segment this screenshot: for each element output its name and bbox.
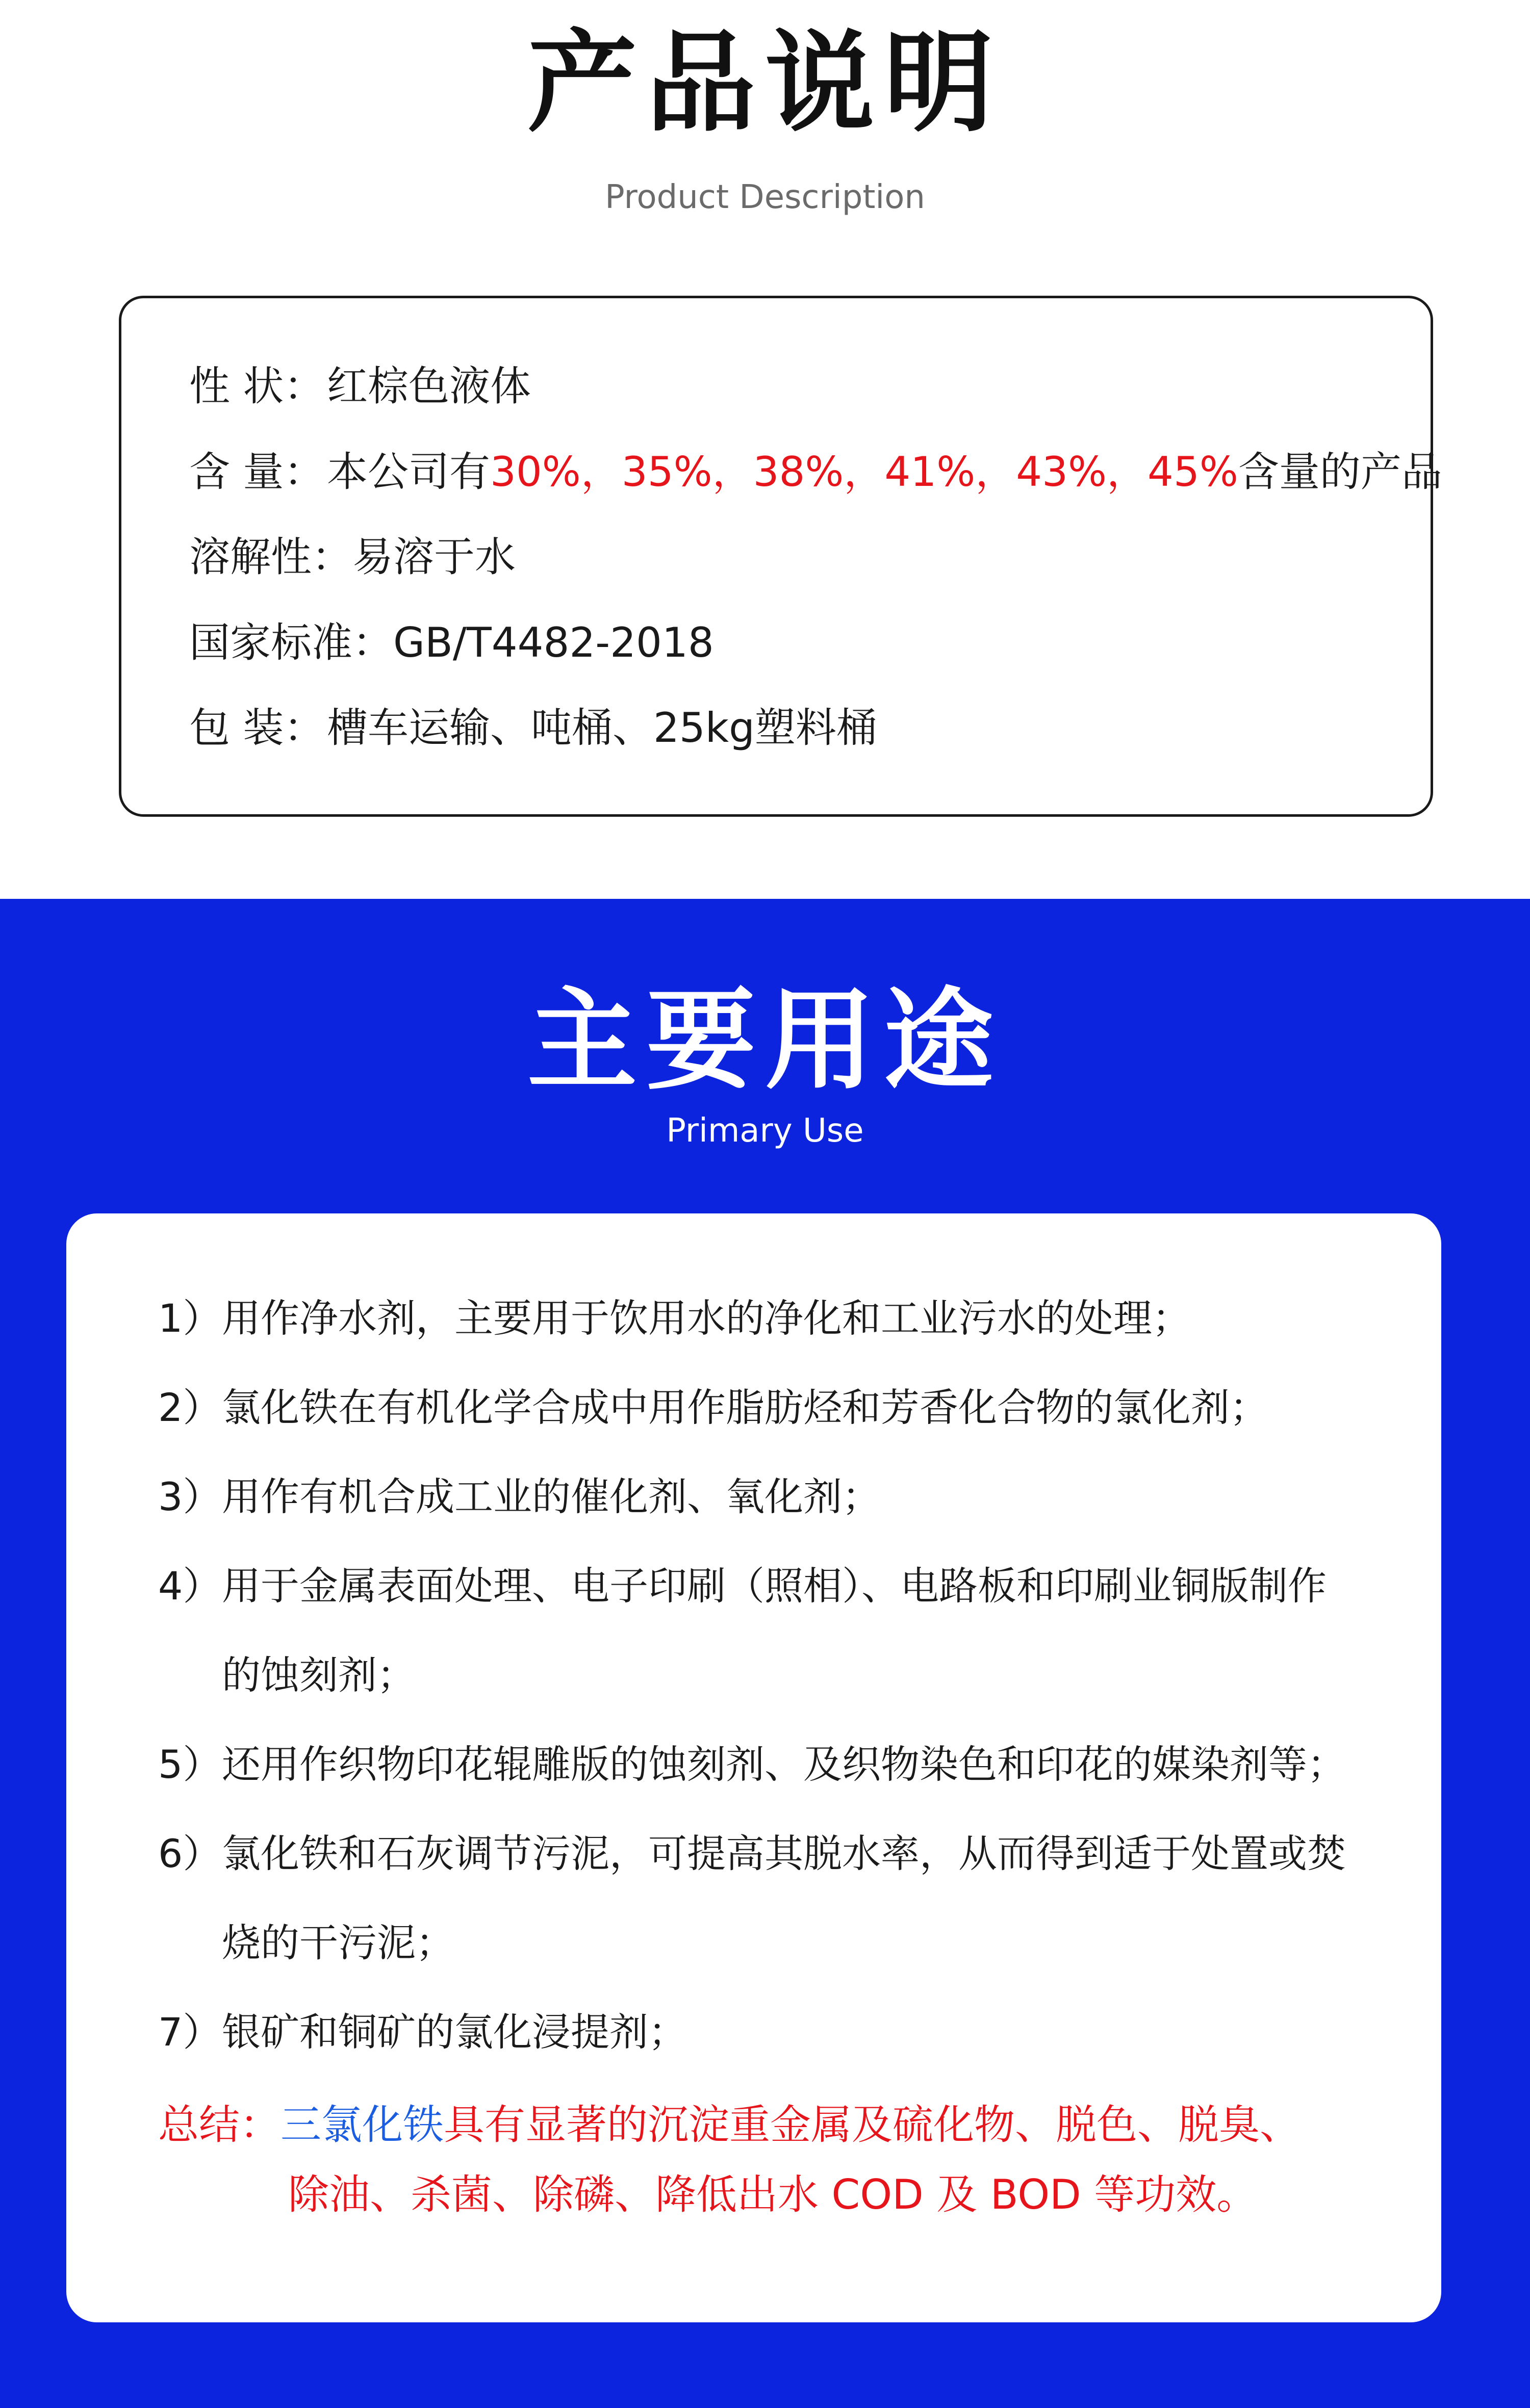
spec-label: 国家标准： <box>189 619 393 666</box>
use-item-number: 5） <box>158 1742 222 1787</box>
use-title: 主要用途 <box>527 976 1003 1104</box>
spec-value-suffix: 含量的产品 <box>1238 448 1442 496</box>
use-item-text: 银矿和铜矿的氯化浸提剂； <box>222 2009 687 2055</box>
spec-value: 槽车运输、吨桶、25kg塑料桶 <box>327 704 877 752</box>
spec-value: 易溶于水 <box>352 533 516 581</box>
use-item-text: 用作净水剂，主要用于饮用水的净化和工业污水的处理； <box>222 1296 1191 1341</box>
summary-label: 总结： <box>158 2101 280 2148</box>
summary-text: 具有显著的沉淀重金属及硫化物、脱色、脱臭、 <box>444 2101 1300 2148</box>
spec-label: 含 量： <box>189 448 325 496</box>
use-item <box>158 1385 1408 1430</box>
use-item <box>158 2009 1408 2055</box>
spec-label: 性 状： <box>189 363 325 410</box>
use-subtitle: Primary Use <box>666 1112 864 1150</box>
use-item-continuation: 的蚀刻剂； <box>222 1652 416 1698</box>
spec-value-highlight: 30%，35%，38%，41%，43%，45% <box>490 448 1238 496</box>
use-item <box>158 1296 1408 1341</box>
summary-line-1 <box>158 2101 1300 2148</box>
use-item-number: 7） <box>158 2009 222 2055</box>
primary-use-section <box>0 899 1530 2408</box>
spec-value-prefix: 本公司有 <box>327 448 490 496</box>
use-item-text: 氯化铁和石灰调节污泥，可提高其脱水率，从而得到适于处置或焚 <box>222 1831 1346 1876</box>
spec-value: GB/T4482-2018 <box>393 619 714 666</box>
use-item-number: 6） <box>158 1831 222 1876</box>
spec-row-appearance <box>189 363 531 410</box>
use-card <box>66 1213 1441 2322</box>
spec-label: 包 装： <box>189 704 325 752</box>
use-item-number: 3） <box>158 1474 222 1519</box>
use-item-continuation: 烧的干污泥； <box>222 1920 454 1965</box>
summary-line-2: 除油、杀菌、除磷、降低出水 COD 及 BOD 等功效。 <box>288 2171 1258 2218</box>
use-item-number: 2） <box>158 1385 222 1430</box>
use-item <box>158 1742 1408 1787</box>
spec-row-solubility <box>189 533 516 581</box>
spec-row-packaging <box>189 704 877 752</box>
summary-subject: 三氯化铁 <box>280 2101 444 2148</box>
spec-value: 红棕色液体 <box>327 363 531 410</box>
spec-label: 溶解性： <box>189 533 352 581</box>
use-item <box>158 1831 1408 1876</box>
use-item-text: 氯化铁在有机化学合成中用作脂肪烃和芳香化合物的氯化剂； <box>222 1385 1268 1430</box>
spec-box <box>119 296 1442 817</box>
spec-row-content <box>189 448 1442 496</box>
use-item <box>158 1563 1408 1609</box>
product-description-section <box>0 0 1530 899</box>
use-item-text: 用作有机合成工业的催化剂、氧化剂； <box>222 1474 881 1519</box>
product-title: 产品说明 <box>527 19 1003 147</box>
spec-row-standard <box>189 619 714 666</box>
product-subtitle: Product Description <box>605 178 925 216</box>
use-item-text: 还用作织物印花辊雕版的蚀刻剂、及织物染色和印花的媒染剂等； <box>222 1742 1346 1787</box>
use-item-number: 1） <box>158 1296 222 1341</box>
use-item-text: 用于金属表面处理、电子印刷（照相）、电路板和印刷业铜版制作 <box>222 1563 1327 1609</box>
use-item <box>158 1474 1408 1519</box>
use-item-number: 4） <box>158 1563 222 1609</box>
